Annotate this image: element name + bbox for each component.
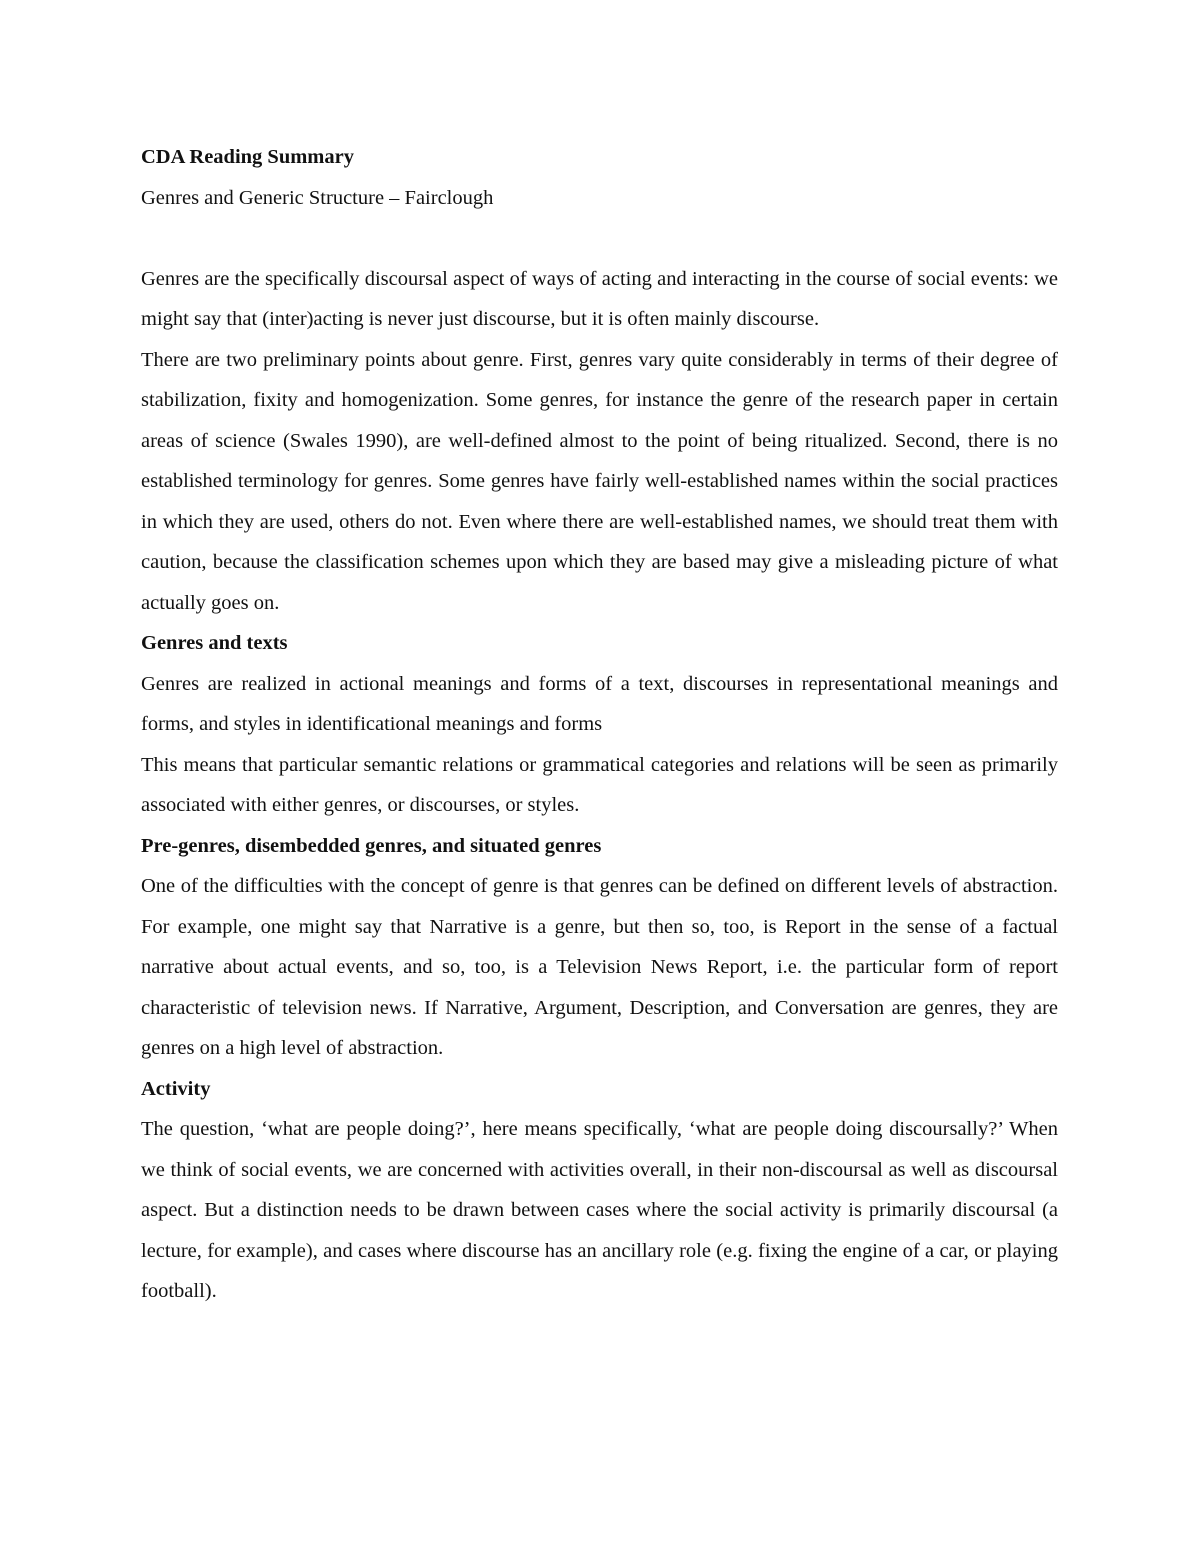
activity-paragraph: The question, ‘what are people doing?’, here means specifically, ‘what are people doing discoursally?’ When we think of social events, we are concerned with activities overall, in their non-discoursal as well as discoursal aspect. But a distinction needs to be drawn between cases where the social activity is primarily discoursal (a lecture, for example), and cases where discourse has an ancillary role (e.g. fixing the engine of a car, or playing football). [141, 1118, 1058, 1302]
blank-line [141, 218, 1058, 259]
genres-texts-paragraph-1: Genres are realized in actional meanings and forms of a text, discourses in representational meanings and forms, and styles in identificational meanings and forms [141, 672, 1058, 735]
genres-texts-paragraph-2: This means that particular semantic relations or grammatical categories and relations will be seen as primarily associated with either genres, or discourses, or styles. [141, 753, 1058, 816]
section-heading-genres-texts: Genres and texts [141, 632, 288, 654]
section-heading-pre-genres: Pre-genres, disembedded genres, and situated genres [141, 834, 602, 857]
preliminary-paragraph: There are two preliminary points about genre. First, genres vary quite considerably in terms of their degree of stabilization, fixity and homogenization. Some genres, for instance the genre of the research paper in certain areas of science (Swales 1990), are well-defined almost to the point of being ritualized. Second, there is no established terminology for genres. Some genres have fairly well-established names within the social practices in which they are used, others do not. Even where there are well-established names, we should treat them with caution, because the classification schemes upon which they are based may give a misleading picture of what actually goes on. [141, 348, 1058, 614]
document-page [141, 137, 1058, 1312]
intro-paragraph: Genres are the specifically discoursal aspect of ways of acting and interacting in the course of social events: we might say that (inter)acting is never just discourse, but it is often mainly discourse. [141, 267, 1058, 330]
pre-genres-paragraph: One of the difficulties with the concept of genre is that genres can be defined on different levels of abstraction. For example, one might say that Narrative is a genre, but then so, too, is Report in the sense of a factual narrative about actual events, and so, too, is a Television News Report, i.e. the particular form of report characteristic of television news. If Narrative, Argument, Description, and Conversation are genres, they are genres on a high level of abstraction. [141, 875, 1058, 1059]
section-heading-activity: Activity [141, 1077, 211, 1100]
document-title: CDA Reading Summary [141, 146, 354, 168]
document-subtitle: Genres and Generic Structure – Fairclough [141, 186, 494, 209]
